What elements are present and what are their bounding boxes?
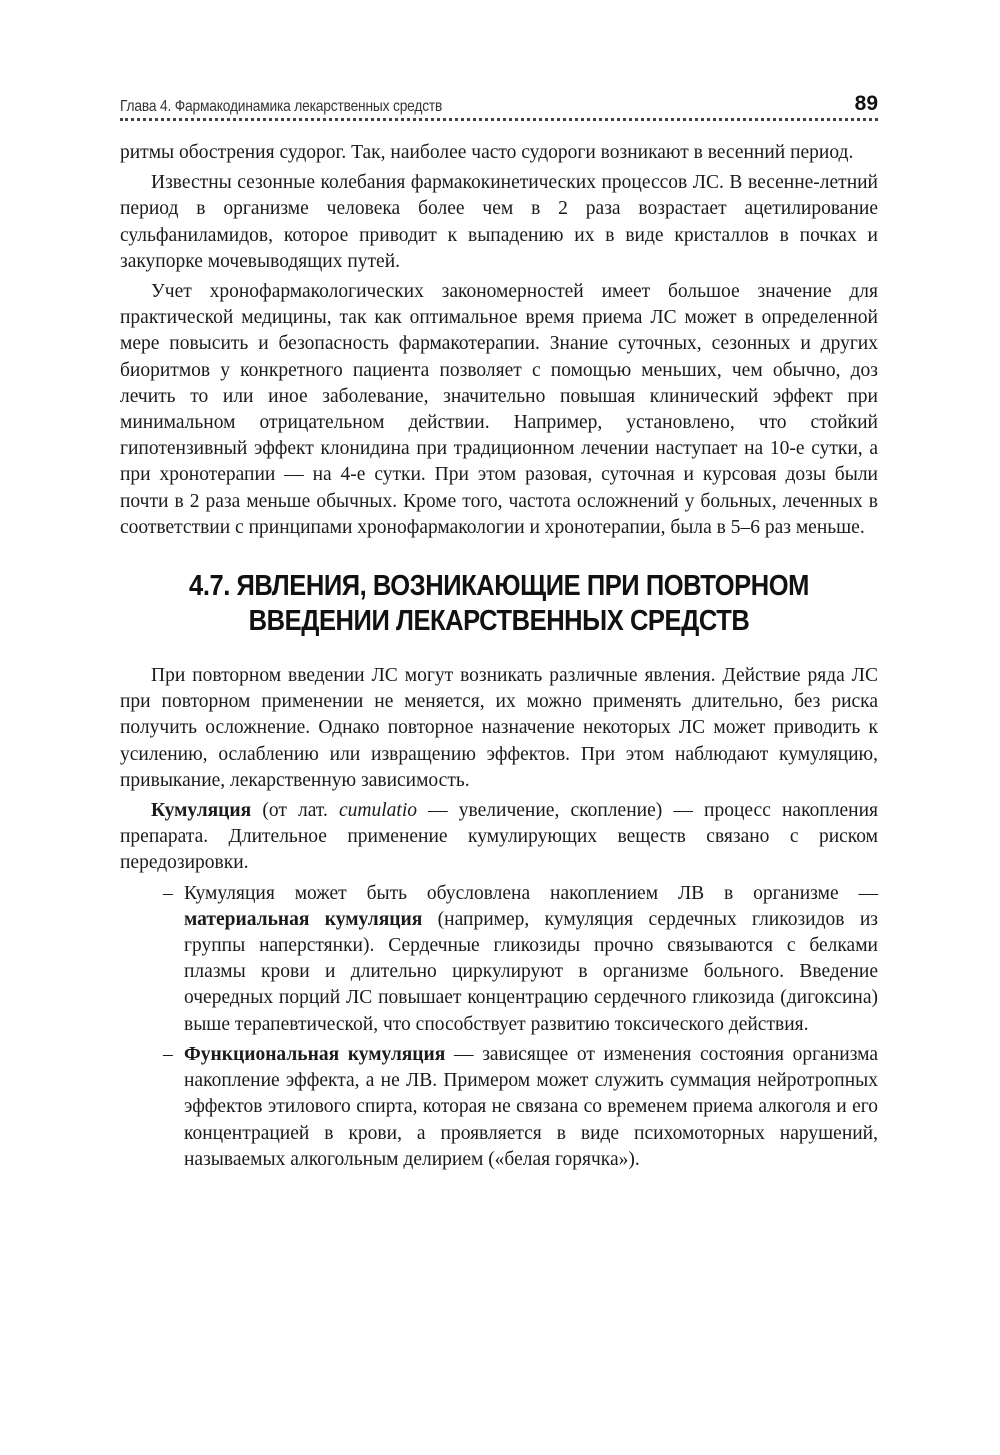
page-body bbox=[120, 140, 878, 1177]
paragraph: Известны сезонные колебания фармакокинетических процессов ЛС. В весенне-летний период в организме человека более чем в 2 раза возрастает ацетилирование сульфаниламидов, которое приводит к выпадению их в виде кристаллов в почках и закупорке мочевыводящих путей. bbox=[120, 172, 878, 272]
header-divider bbox=[120, 118, 878, 121]
definition-text: — увеличение, скопление) — процесс накопления препарата. Длительное применение кумулирующих веществ связано с риском передозировки. bbox=[120, 800, 878, 874]
running-head: Глава 4. Фармакодинамика лекарственных средств bbox=[120, 98, 443, 115]
term-material-cumulation: материальная кумуляция bbox=[184, 908, 423, 930]
paragraph: ритмы обострения судорог. Так, наиболее часто судороги возникают в весенний период. bbox=[120, 142, 854, 163]
page-number: 89 bbox=[854, 92, 878, 115]
list-item-text: Кумуляция может быть обусловлена накоплением ЛВ в организме — bbox=[184, 882, 878, 904]
cumulation-definition bbox=[120, 798, 878, 877]
page-header bbox=[120, 86, 878, 116]
term-functional-cumulation: Функциональная кумуляция bbox=[184, 1043, 446, 1065]
dash-bullet: – bbox=[163, 882, 173, 904]
section-title bbox=[120, 569, 878, 639]
list-item-text: — зависящее от изменения состояния организма накопление эффекта, а не ЛВ. Примером может служить суммация нейротропных эффектов этилового спирта, которая не связана со временем приема алкоголя и его концентрацией в крови, а проявляется в виде психомоторных нарушений, называемых алкогольным делирием («белая горячка»). bbox=[184, 1043, 878, 1170]
term-cumulation: Кумуляция bbox=[151, 800, 252, 822]
list-item-functional-cumulation bbox=[120, 1042, 878, 1173]
definition-text: (от лат. bbox=[251, 800, 339, 822]
list-item-text: (например, кумуляция сердечных гликозидов из группы наперстянки). Сердечные гликозиды прочно связываются с белками плазмы крови и длительно циркулируют в организме больного. Введение очередных порций ЛС повышает концентрацию сердечного гликозида (дигоксина) выше терапевтической, что способствует развитию токсического действия. bbox=[184, 908, 878, 1035]
paragraph: Учет хронофармакологических закономерностей имеет большое значение для практической медицины, так как оптимальное время приема ЛС может в определенной мере повысить и безопасность фармакотерапии. Знание суточных, сезонных и других биоритмов у конкретного пациента позволяет с помощью меньших, чем обычно, доз лечить то или иное заболевание, значительно повышая клинический эффект при минимальном отрицательном действии. Например, установлено, что стойкий гипотензивный эффект клонидина при традиционном лечении наступает на 10-е сутки, а при хронотерапии — на 4-е сутки. При этом разовая, суточная и курсовая дозы были почти в 2 раза меньше обычных. Кроме того, частота осложнений у больных, леченных в соответствии с принципами хронофармакологии и хронотерапии, была в 5–6 раз меньше. bbox=[120, 281, 878, 538]
latin-term: cumulatio bbox=[339, 800, 417, 822]
section-intro: При повторном введении ЛС могут возникать различные явления. Действие ряда ЛС при повторном применении не меняется, их можно применять длительно, без риска получить осложнение. Однако повторное назначение некоторых ЛС может приводить к усилению, ослаблению или извращению эффектов. При этом наблюдают кумуляцию, привыкание, лекарственную зависимость. bbox=[120, 665, 878, 791]
dash-bullet: – bbox=[163, 1043, 173, 1065]
list-item-material-cumulation bbox=[120, 881, 878, 1038]
section-title-line-2: ВВЕДЕНИИ ЛЕКАРСТВЕННЫХ СРЕДСТВ bbox=[248, 605, 750, 638]
section-title-line-1: 4.7. ЯВЛЕНИЯ, ВОЗНИКАЮЩИЕ ПРИ ПОВТОРНОМ bbox=[189, 570, 809, 603]
